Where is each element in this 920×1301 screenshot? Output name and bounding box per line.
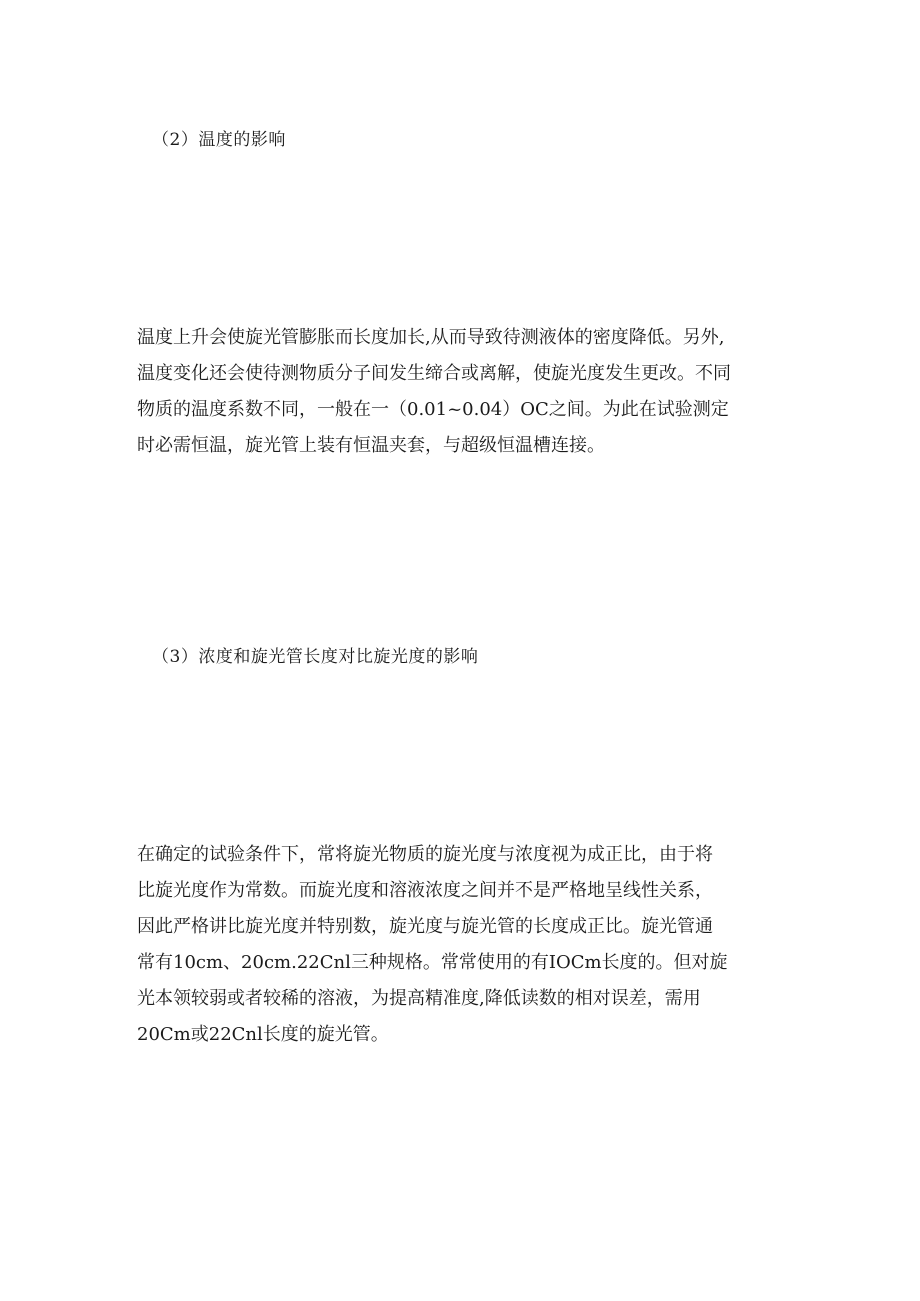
paragraph-line: 比旋光度作为常数。而旋光度和溶液浓度之间并不是严格地呈线性关系，: [137, 880, 713, 901]
paragraph-line: 物质的温度系数不同，一般在一（0.01~0.04）OC之间。为此在试验测定: [137, 399, 729, 420]
paragraph-line: 因此严格讲比旋光度并特别数，旋光度与旋光管的长度成正比。旋光管通: [137, 916, 713, 937]
paragraph-concentration: [137, 837, 797, 1053]
paragraph-line: 在确定的试验条件下，常将旋光物质的旋光度与浓度视为成正比，由于将: [137, 844, 713, 865]
paragraph-line: 温度变化还会使待测物质分子间发生缔合或离解，使旋光度发生更改。不同: [137, 363, 731, 384]
section-heading-concentration: （3）浓度和旋光管长度对比旋光度的影响: [152, 647, 479, 667]
paragraph-line: 光本领较弱或者较稀的溶液，为提高精准度,降低读数的相对误差，需用: [137, 988, 701, 1009]
paragraph-line: 20Cm或22Cnl长度的旋光管。: [137, 1024, 389, 1045]
paragraph-line: 时必需恒温，旋光管上装有恒温夹套，与超级恒温槽连接。: [137, 435, 605, 456]
paragraph-line: 温度上升会使旋光管膨胀而长度加长,从而导致待测液体的密度降低。另外,: [137, 327, 725, 348]
paragraph-temperature: [137, 320, 797, 464]
paragraph-line: 常有10cm、20cm.22Cnl三种规格。常常使用的有IOCm长度的。但对旋: [137, 952, 728, 973]
section-heading-temperature: （2）温度的影响: [152, 130, 286, 150]
